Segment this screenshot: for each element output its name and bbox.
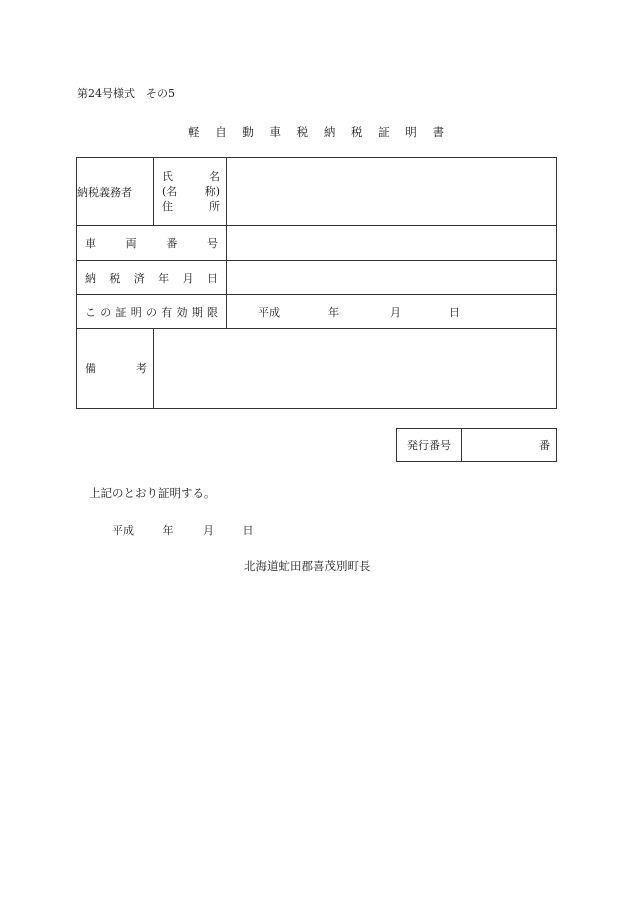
remarks-label: 備 考: [77, 329, 154, 409]
issue-number-unit[interactable]: 番: [462, 429, 557, 462]
issuer-name: 北海道虻田郡喜茂別町長: [244, 559, 371, 573]
document-title: 軽 自 動 車 税 納 税 証 明 書: [188, 125, 450, 139]
certificate-table: [76, 157, 557, 409]
issue-date-month: 月: [203, 524, 214, 537]
remarks-row: [77, 329, 557, 409]
issue-number-box: [396, 428, 557, 462]
taxpayer-value[interactable]: [227, 158, 557, 226]
payment-date-row: [77, 261, 557, 295]
issue-date-year: 年: [162, 524, 174, 537]
taxpayer-label: 納税義務者: [77, 158, 154, 226]
address-label: 住 所: [162, 200, 220, 213]
vehicle-number-row: [77, 226, 557, 261]
payment-date-label: 納 税 済 年 月 日: [77, 261, 227, 295]
form-number: 第24号様式 その5: [77, 87, 175, 100]
certification-statement: 上記のとおり証明する。: [89, 486, 216, 500]
payment-date-value[interactable]: [227, 261, 557, 295]
issue-date-day: 日: [242, 524, 254, 537]
validity-day: 日: [449, 305, 460, 319]
name-label: 氏 名: [162, 170, 220, 183]
validity-year: 年: [328, 305, 339, 319]
validity-era: 平成: [258, 305, 280, 319]
remarks-value[interactable]: [154, 329, 557, 409]
validity-label: こ の 証 明 の 有 効 期 限: [77, 295, 227, 329]
issue-number-label: 発行番号: [397, 429, 462, 462]
validity-month: 月: [390, 305, 401, 319]
name-alt-label: (名 称): [162, 185, 220, 198]
vehicle-number-label: 車 両 番 号: [77, 226, 227, 261]
taxpayer-sub-labels: [154, 158, 227, 226]
validity-row: [77, 295, 557, 329]
vehicle-number-value[interactable]: [227, 226, 557, 261]
taxpayer-row: [77, 158, 557, 226]
issue-date-era: 平成: [112, 524, 134, 537]
validity-value[interactable]: [227, 295, 557, 329]
issue-date-line: [112, 522, 254, 538]
